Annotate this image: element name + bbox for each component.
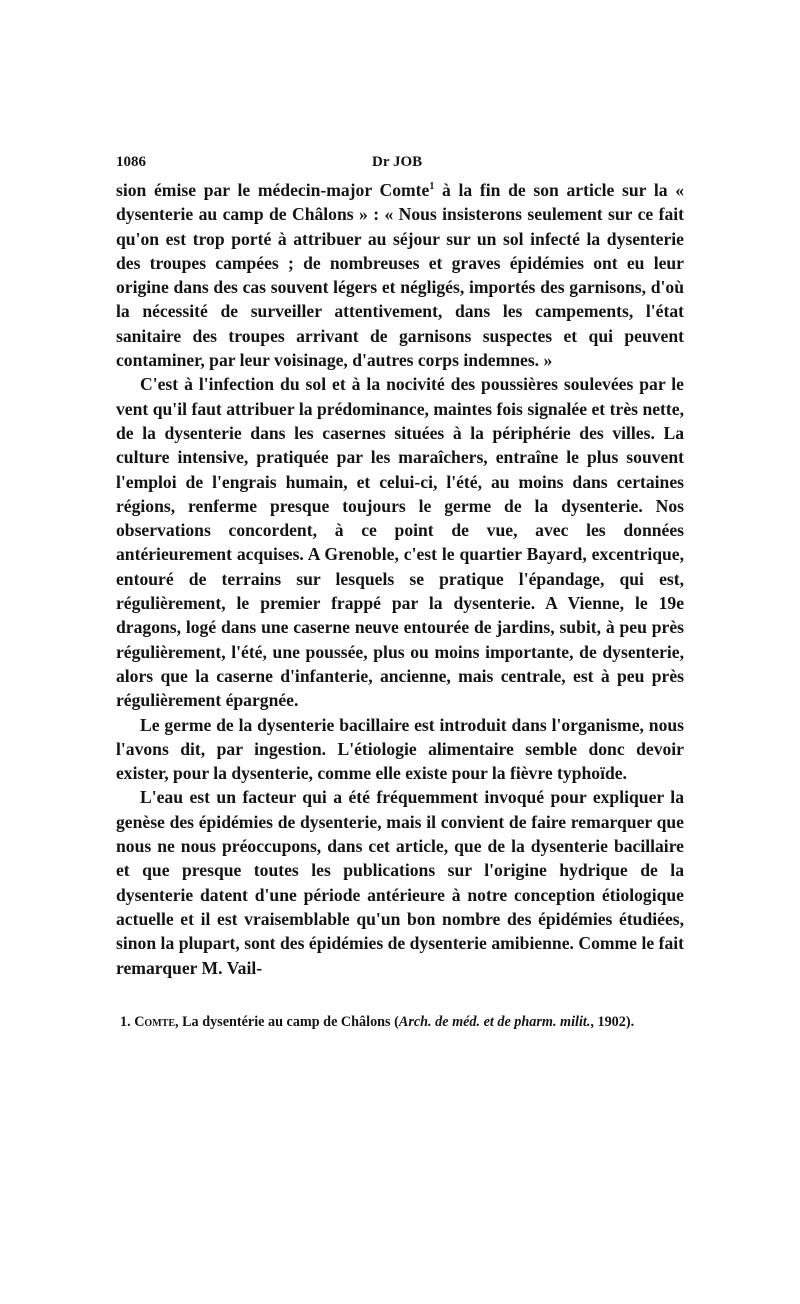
running-head: [116, 150, 684, 172]
paragraph-2: C'est à l'infection du sol et à la nocivité des poussières soulevées par le vent qu'il faut attribuer la prédominance, maintes fois signalée et très nette, de la dysenterie dans les casernes situées à la périphérie des villes. La culture intensive, pratiquée par les maraîchers, entraîne le plus souvent l'emploi de l'engrais humain, et celui-ci, l'été, au moins dans certaines régions, renferme presque toujours le germe de la dysenterie. Nos observations concordent, à ce point de vue, avec les données antérieurement acquises. A Grenoble, c'est le quartier Bayard, excentrique, entouré de terrains sur lesquels se pratique l'épandage, qui est, régulièrement, le premier frappé par la dysenterie. A Vienne, le 19e dragons, logé dans une caserne neuve entourée de jardins, subit, à peu près régulièrement, l'été, une poussée, plus ou moins importante, de dysenterie, alors que la caserne d'infanterie, ancienne, mais centrale, est à peu près régulièrement épargnée.: [116, 374, 684, 711]
paragraph-4: L'eau est un facteur qui a été fréquemment invoqué pour expliquer la genèse des épidémies de dysenterie, mais il convient de faire remarquer que nous ne nous préoccupons, dans cet article, que de la dysenterie bacillaire et que presque toutes les publications sur l'origine hydrique de la dysenterie datent d'une période antérieure à notre conception étiologique actuelle et il est vraisemblable qu'un bon nombre des épidémies étudiées, sinon la plupart, sont des épidémies de dysenterie amibienne. Comme le fait remarquer M. Vail-: [116, 787, 684, 978]
footnote-author: Comte: [134, 1013, 175, 1030]
body-text: [116, 178, 684, 980]
footnote-text: , La dysentérie au camp de Châlons (: [175, 1013, 399, 1030]
paragraph-1-text-b: à la fin de son article sur la « dysenterie au camp de Châlons » : « Nous insisterons seulement sur ce fait qu'on est trop porté à attribuer au séjour sur un sol infecté la dysenterie des troupes campées ; de nombreuses et graves épidémies ont eu leur origine dans des cas souvent légers et négligés, importés des garnisons, d'où la nécessité de surveiller attentivement, dans les campements, l'état sanitaire des troupes arrivant de garnisons suspectes et qui peuvent contaminer, par leur voisinage, d'autres corps indemnes. »: [116, 180, 684, 371]
footnote-reference[interactable]: 1: [429, 181, 435, 193]
paragraph-1: [116, 178, 684, 372]
footnote-journal: Arch. de méd. et de pharm. milit.: [398, 1013, 591, 1030]
footnote-end: , 1902).: [590, 1013, 635, 1030]
paragraph-1-text-a: sion émise par le médecin-major Comte: [116, 180, 430, 200]
footnote: [116, 1012, 684, 1032]
book-page: [116, 150, 684, 1032]
paragraph-3: Le germe de la dysenterie bacillaire est introduit dans l'organisme, nous l'avons dit, par ingestion. L'étiologie alimentaire semble donc devoir exister, pour la dysenterie, comme elle existe pour la fièvre typhoïde.: [116, 714, 684, 784]
running-head-author: Dr JOB: [372, 154, 423, 170]
footnote-number: 1.: [120, 1013, 131, 1030]
page-number: 1086: [116, 154, 146, 170]
